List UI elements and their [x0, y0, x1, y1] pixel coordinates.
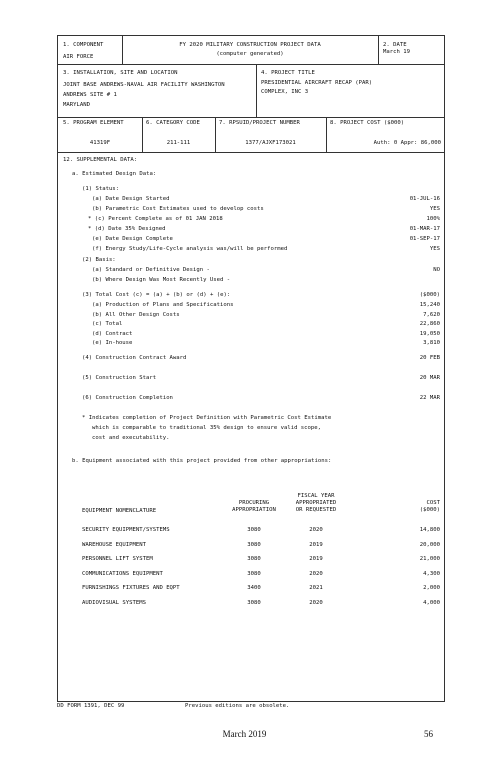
- status-item-value: 100%: [426, 216, 440, 222]
- form-subtitle: (computer generated): [216, 51, 284, 57]
- installation-line: JOINT BASE ANDREWS-NAVAL AIR FACILITY WASHINGTON: [63, 82, 225, 88]
- cost-item-label: (e) In-house: [92, 340, 133, 346]
- status-item-label: (a) Date Design Started: [92, 196, 170, 202]
- footnote-line: * Indicates completion of Project Definition with Parametric Cost Estimate: [82, 415, 332, 421]
- cost-item-label: (b) All Other Design Costs: [92, 311, 180, 318]
- project-number-value: 1377/AJXF173021: [245, 140, 296, 146]
- cost-item-value: 3,810: [423, 340, 440, 346]
- equipment-fiscal-year: 2020: [309, 599, 323, 606]
- cost-header-line: COST: [426, 500, 440, 506]
- equipment-cost: 20,000: [419, 541, 440, 548]
- basis-item-label: (b) Where Design Was Most Recently Used -: [92, 277, 231, 283]
- equipment-appropriation: 3080: [247, 541, 261, 548]
- equipment-appropriation: 3080: [247, 570, 261, 577]
- page-number: 56: [424, 729, 433, 739]
- equipment-heading: b. Equipment associated with this project provided from other appropriations:: [72, 458, 332, 464]
- fy-header-line: OR REQUESTED: [295, 507, 337, 513]
- cost-item-value: 22,860: [419, 321, 440, 327]
- category-code-label: 6. CATEGORY CODE: [146, 120, 200, 126]
- status-item-label: (e) Date Design Complete: [92, 236, 173, 242]
- page-date: March 2019: [222, 729, 267, 739]
- procuring-header-line: APPROPRIATION: [232, 507, 276, 513]
- equipment-name: WAREHOUSE EQUIPMENT: [82, 541, 146, 548]
- construction-completion-label: (6) Construction Completion: [82, 395, 173, 401]
- equipment-appropriation: 3400: [247, 585, 261, 591]
- equipment-name: AUDIOVISUAL SYSTEMS: [82, 599, 146, 606]
- installation-line: ANDREWS SITE # 1: [63, 92, 117, 98]
- cost-item-value: 19,050: [419, 330, 440, 337]
- contract-award-value: 20 FEB: [419, 355, 440, 361]
- construction-completion-value: 22 MAR: [419, 395, 440, 401]
- category-code-value: 211-111: [166, 140, 191, 146]
- previous-editions-note: Previous editions are obsolete.: [185, 703, 290, 709]
- equipment-fiscal-year: 2021: [309, 585, 323, 591]
- component-value: AIR FORCE: [63, 54, 94, 60]
- equipment-name: SECURITY EQUIPMENT/SYSTEMS: [82, 527, 170, 533]
- design-data-heading: a. Estimated Design Data:: [72, 171, 157, 177]
- total-cost-unit: ($000): [419, 292, 440, 298]
- equipment-cost: 2,000: [423, 585, 440, 591]
- fy-header-line: APPROPRIATED: [295, 500, 337, 506]
- program-element-value: 41319F: [89, 140, 111, 146]
- status-item-value: 01-MAR-17: [409, 226, 440, 232]
- equipment-fiscal-year: 2019: [309, 556, 323, 562]
- status-item-value: 01-SEP-17: [409, 236, 440, 242]
- project-title-label: 4. PROJECT TITLE: [261, 70, 315, 76]
- installation-line: MARYLAND: [63, 102, 90, 108]
- status-item-value: YES: [429, 206, 440, 212]
- project-number-label: 7. RPSUID/PROJECT NUMBER: [219, 120, 300, 126]
- fy-header-line: FISCAL YEAR: [297, 493, 335, 499]
- dd-form-1391: [57, 35, 445, 702]
- project-title-line: PRESIDENTIAL AIRCRAFT RECAP (PAR): [261, 80, 373, 86]
- cost-header-line: ($000): [419, 507, 440, 513]
- contract-award-label: (4) Construction Contract Award: [82, 355, 187, 361]
- equipment-name: FURNISHINGS FIXTURES AND EQPT: [82, 585, 180, 591]
- project-cost-label: 8. PROJECT COST ($000): [330, 120, 405, 126]
- equipment-fiscal-year: 2019: [309, 541, 323, 548]
- cost-item-label: (a) Production of Plans and Specifications: [92, 302, 234, 308]
- col-divider: [122, 36, 123, 64]
- project-title-line: COMPLEX, INC 3: [261, 89, 309, 95]
- row-divider: [58, 64, 444, 65]
- construction-start-label: (5) Construction Start: [82, 375, 157, 381]
- col-divider: [256, 64, 257, 117]
- status-item-label: * (d) Date 35% Designed: [88, 226, 166, 232]
- status-item-label: * (c) Percent Complete as of 01 JAN 2018: [88, 216, 223, 222]
- basis-heading: (2) Basis:: [82, 257, 116, 263]
- date-value: March 19: [383, 49, 410, 55]
- equipment-cost: 21,000: [419, 556, 440, 562]
- footnote-line: cost and executability.: [92, 435, 170, 441]
- equipment-cost: 14,800: [419, 527, 440, 533]
- equipment-cost: 4,300: [423, 570, 440, 577]
- equipment-name: COMMUNICATIONS EQUIPMENT: [82, 570, 163, 577]
- footnote-line: which is comparable to traditional 35% design to ensure valid scope,: [92, 425, 322, 431]
- date-label: 2. DATE: [383, 42, 407, 48]
- form-id: DD FORM 1391, DEC 99: [57, 703, 125, 709]
- row-divider: [58, 117, 444, 118]
- program-element-label: 5. PROGRAM ELEMENT: [63, 120, 124, 126]
- equipment-fiscal-year: 2020: [309, 570, 323, 577]
- cost-item-label: (c) Total: [92, 321, 123, 327]
- cost-item-value: 15,240: [419, 302, 440, 308]
- construction-start-value: 20 MAR: [419, 375, 440, 381]
- row-divider: [58, 152, 444, 153]
- col-divider: [378, 36, 379, 64]
- status-item-label: (b) Parametric Cost Estimates used to develop costs: [92, 206, 264, 212]
- total-cost-heading: (3) Total Cost (c) = (a) + (b) or (d) + (e):: [82, 292, 231, 298]
- equipment-fiscal-year: 2020: [309, 527, 323, 533]
- basis-item-label: (a) Standard or Definitive Design -: [92, 267, 210, 273]
- equipment-appropriation: 3080: [247, 599, 261, 606]
- form-title: FY 2020 MILITARY CONSTRUCTION PROJECT DATA: [179, 42, 321, 48]
- supplemental-heading: 12. SUPPLEMENTAL DATA:: [63, 157, 138, 163]
- status-item-label: (f) Energy Study/Life-Cycle analysis was/will be performed: [92, 246, 288, 252]
- installation-label: 3. INSTALLATION, SITE AND LOCATION: [63, 70, 178, 76]
- equipment-cost: 4,000: [423, 599, 440, 606]
- equipment-name: PERSONNEL LIFT SYSTEM: [82, 556, 153, 562]
- procuring-header-line: PROCURING: [238, 500, 270, 506]
- component-label: 1. COMPONENT: [63, 42, 104, 48]
- status-item-value: 01-JUL-16: [409, 196, 440, 202]
- status-heading: (1) Status:: [82, 186, 120, 192]
- basis-item-value: NO: [433, 267, 440, 273]
- equipment-appropriation: 3080: [247, 556, 261, 562]
- cost-item-value: 7,620: [423, 311, 440, 318]
- equipment-appropriation: 3080: [247, 527, 261, 533]
- status-item-value: YES: [429, 246, 440, 252]
- nomenclature-header: EQUIPMENT NOMENCLATURE: [82, 508, 157, 514]
- project-cost-value: Auth: 0 Appr: 86,000: [373, 140, 441, 146]
- cost-item-label: (d) Contract: [92, 330, 133, 337]
